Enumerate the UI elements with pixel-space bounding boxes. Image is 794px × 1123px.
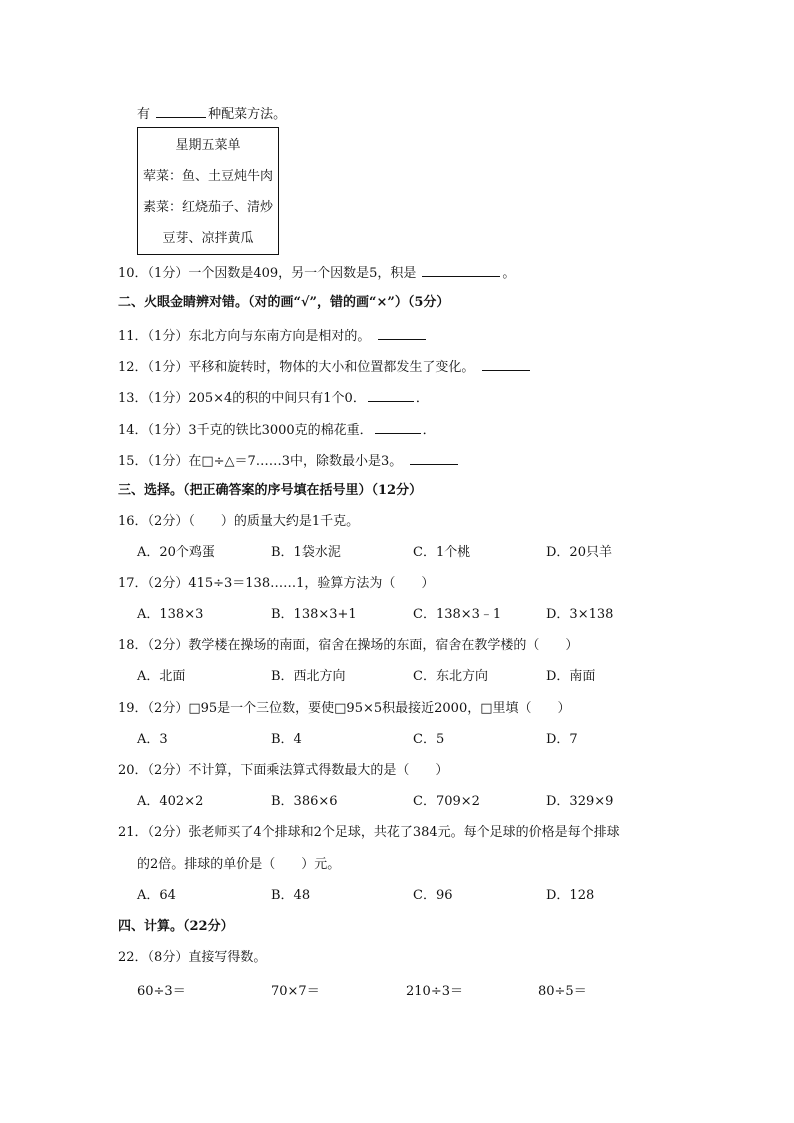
calc-item: 80÷5＝	[538, 984, 587, 999]
answer-blank[interactable]	[482, 357, 530, 371]
option-b[interactable]: B．4	[271, 732, 302, 747]
option-c[interactable]: C．5	[413, 732, 445, 747]
option-d[interactable]: D．329×9	[546, 794, 614, 809]
question-12: 12．（1分）平移和旋转时，物体的大小和位置都发生了变化。	[118, 357, 532, 377]
option-b[interactable]: B．1袋水泥	[271, 545, 341, 560]
menu-line-meat: 荤菜：鱼、土豆炖牛肉	[142, 169, 273, 184]
option-c[interactable]: C．709×2	[413, 794, 480, 809]
question-14: 14．（1分）3千克的铁比3000克的棉花重． ．	[118, 420, 436, 440]
question-19: 19．（2分）□95是一个三位数，要使□95×5积最接近2000，□里填（ ）	[118, 701, 571, 716]
option-a[interactable]: A．北面	[137, 669, 186, 684]
option-c[interactable]: C．138×3﹣1	[413, 607, 502, 622]
question-21-cont: 的2倍。排球的单价是（ ）元。	[137, 857, 341, 872]
answer-blank[interactable]	[422, 263, 500, 277]
question-20: 20．（2分）不计算，下面乘法算式得数最大的是（ ）	[118, 763, 449, 778]
question-18: 18．（2分）教学楼在操场的南面，宿舍在操场的东面，宿舍在教学楼的（ ）	[118, 638, 579, 653]
calc-item: 60÷3＝	[137, 984, 186, 999]
option-c[interactable]: C．东北方向	[413, 669, 488, 684]
calc-item: 210÷3＝	[406, 984, 463, 999]
section-4-heading: 四、计算。（22分）	[118, 919, 234, 934]
menu-title: 星期五菜单	[175, 138, 241, 153]
section-3-heading: 三、选择。（把正确答案的序号填在括号里）（12分）	[118, 483, 423, 498]
question-13: 13．（1分）205×4的积的中间只有1个0． ．	[118, 388, 429, 408]
option-a[interactable]: A．138×3	[137, 607, 204, 622]
answer-blank[interactable]	[410, 451, 458, 465]
question-10: 10．（1分）一个因数是409，另一个因数是5，积是 。	[118, 263, 515, 283]
option-d[interactable]: D．128	[546, 888, 595, 903]
answer-blank[interactable]	[156, 104, 206, 118]
option-d[interactable]: D．7	[546, 732, 578, 747]
option-d[interactable]: D．3×138	[546, 607, 614, 622]
question-22: 22．（8分）直接写得数。	[118, 950, 267, 965]
answer-blank[interactable]	[378, 326, 426, 340]
question-21: 21．（2分）张老师买了4个排球和2个足球，共花了384元。每个足球的价格是每个排球	[118, 825, 620, 840]
menu-box	[137, 127, 279, 255]
answer-blank[interactable]	[368, 388, 414, 402]
option-c[interactable]: C．96	[413, 888, 453, 903]
menu-line-veg: 素菜：红烧茄子、清炒	[142, 200, 273, 215]
option-b[interactable]: B．48	[271, 888, 311, 903]
option-a[interactable]: A．20个鸡蛋	[137, 545, 215, 560]
question-11: 11．（1分）东北方向与东南方向是相对的。	[118, 326, 428, 346]
q9-tail: 有 种配菜方法。	[137, 104, 286, 124]
section-2-heading: 二、火眼金睛辨对错。（对的画“√”，错的画“×”）（5分）	[118, 295, 450, 310]
answer-blank[interactable]	[375, 420, 421, 434]
option-d[interactable]: D．20只羊	[546, 545, 612, 560]
option-c[interactable]: C．1个桃	[413, 545, 471, 560]
option-a[interactable]: A．64	[137, 888, 176, 903]
question-17: 17．（2分）415÷3＝138……1，验算方法为（ ）	[118, 576, 435, 591]
question-16: 16．（2分）（ ）的质量大约是1千克。	[118, 514, 360, 529]
option-a[interactable]: A．3	[137, 732, 168, 747]
option-b[interactable]: B．138×3+1	[271, 607, 357, 622]
option-b[interactable]: B．386×6	[271, 794, 338, 809]
calc-item: 70×7＝	[271, 984, 320, 999]
option-d[interactable]: D．南面	[546, 669, 596, 684]
menu-line-veg-cont: 豆芽、凉拌黄瓜	[162, 231, 254, 246]
option-a[interactable]: A．402×2	[137, 794, 204, 809]
option-b[interactable]: B．西北方向	[271, 669, 346, 684]
question-15: 15．（1分）在□÷△＝7……3中，除数最小是3。	[118, 451, 460, 471]
